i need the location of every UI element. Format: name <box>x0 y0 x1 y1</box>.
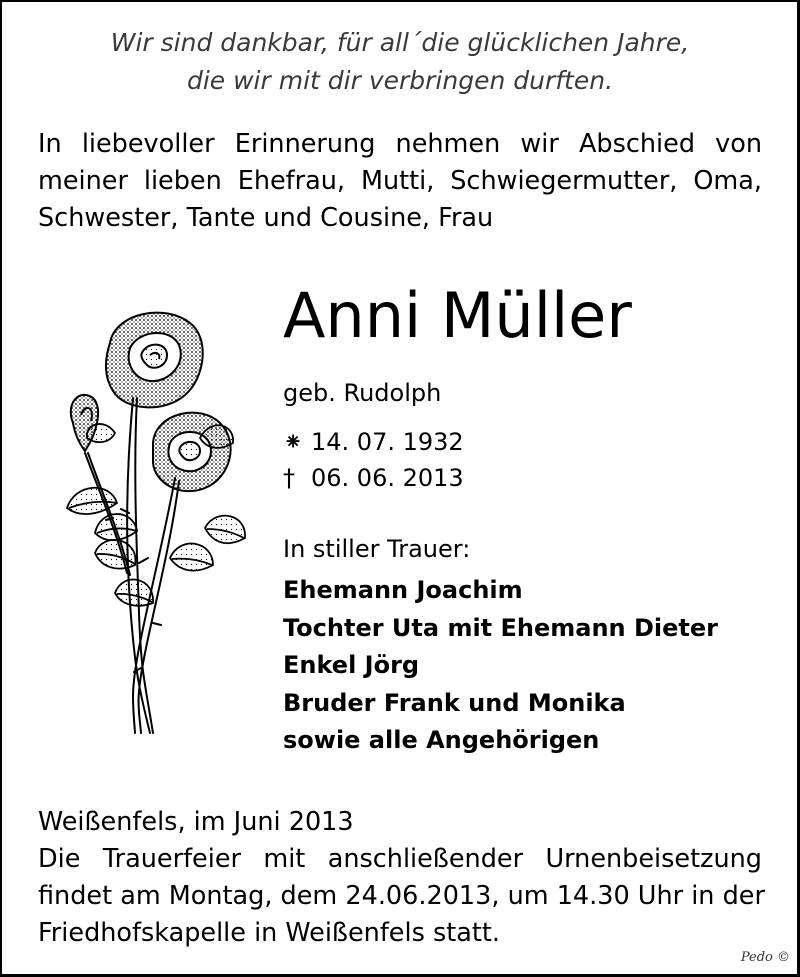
intro-line-3: Schwester, Tante und Cousine, Frau <box>38 203 494 233</box>
quote-line-1: Wir sind dankbar, für all´die glücklichen Jahre, <box>110 28 690 57</box>
birth-date: 14. 07. 1932 <box>311 428 464 456</box>
mourner-item: sowie alle Angehörigen <box>283 726 600 754</box>
asterisk-icon: ⁕ <box>283 428 304 456</box>
quote <box>0 24 800 100</box>
mourning-heading: In stiller Trauer: <box>283 535 471 563</box>
deceased-name: Anni Müller <box>283 279 632 352</box>
mourner-item: Enkel Jörg <box>283 651 420 679</box>
birth-name: geb. Rudolph <box>283 379 442 407</box>
rose-illustration <box>55 303 250 743</box>
mourners-list <box>283 572 718 760</box>
intro-line-1: In liebevoller Erinnerung nehmen wir Abschied von <box>38 129 762 159</box>
ceremony-line-3: Friedhofskapelle in Weißenfels statt. <box>38 918 500 948</box>
death-date-line <box>283 462 464 494</box>
closing-text <box>38 804 765 952</box>
ceremony-line-2: findet am Montag, dem 24.06.2013, um 14.30 Uhr in der <box>38 881 765 911</box>
mourner-item: Bruder Frank und Monika <box>283 688 626 717</box>
birth-date-line <box>283 426 464 458</box>
place-date: Weißenfels, im Juni 2013 <box>38 807 354 837</box>
ceremony-line-1: Die Trauerfeier mit anschließender Urnenbeisetzung <box>38 844 762 874</box>
mourner-item: Ehemann Joachim <box>283 576 523 604</box>
cross-icon: † <box>283 464 295 492</box>
intro-text <box>38 126 762 237</box>
mourner-item: Tochter Uta mit Ehemann Dieter <box>283 613 718 642</box>
intro-line-2: meiner lieben Ehefrau, Mutti, Schwiegermutter, Oma, <box>38 166 762 196</box>
quote-line-2: die wir mit dir verbringen durften. <box>186 66 614 95</box>
artist-signature: Pedo © <box>740 950 790 965</box>
death-date: 06. 06. 2013 <box>311 464 464 492</box>
